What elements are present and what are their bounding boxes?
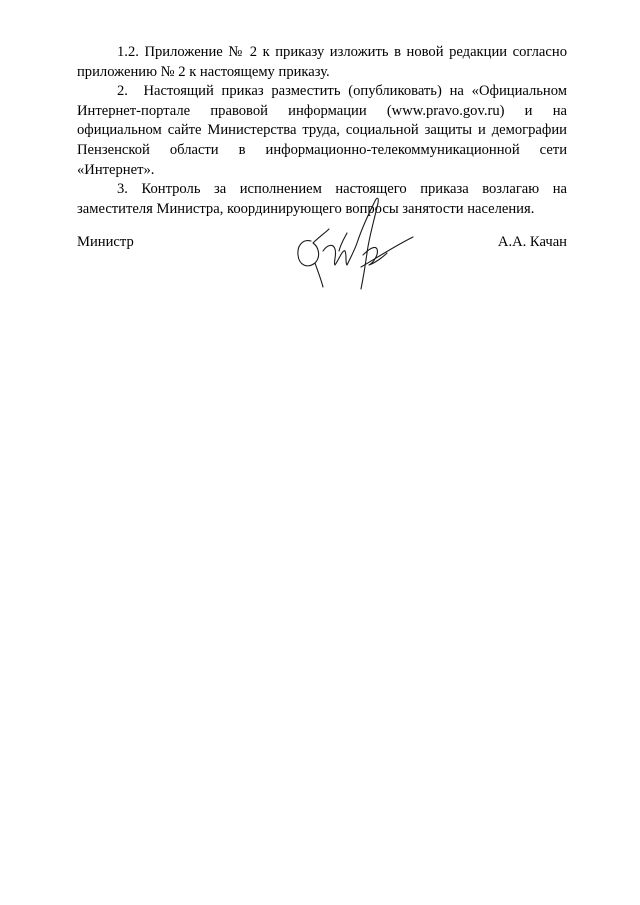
paragraph-2: 2. Настоящий приказ разместить (опубликовать) на «Официальном Интернет-портале правовой информации (www.pravo.gov.ru) и на официальном сайте Министерства труда, социальной защиты и демографии Пензенской области в информационно-телекоммуникационной сети «Интернет». — [77, 83, 567, 178]
signer-position: Министр — [77, 234, 134, 250]
paragraph-1-2: 1.2. Приложение № 2 к приказу изложить в новой редакции согласно приложению № 2 к настоящему приказу. — [77, 44, 567, 80]
signature-block — [77, 233, 567, 313]
handwritten-signature — [289, 193, 419, 303]
paragraph-3: 3. Контроль за исполнением настоящего приказа возлагаю на заместителя Министра, координирующего вопросы занятости населения. — [77, 181, 567, 217]
signer-name: А.А. Качан — [497, 234, 567, 250]
